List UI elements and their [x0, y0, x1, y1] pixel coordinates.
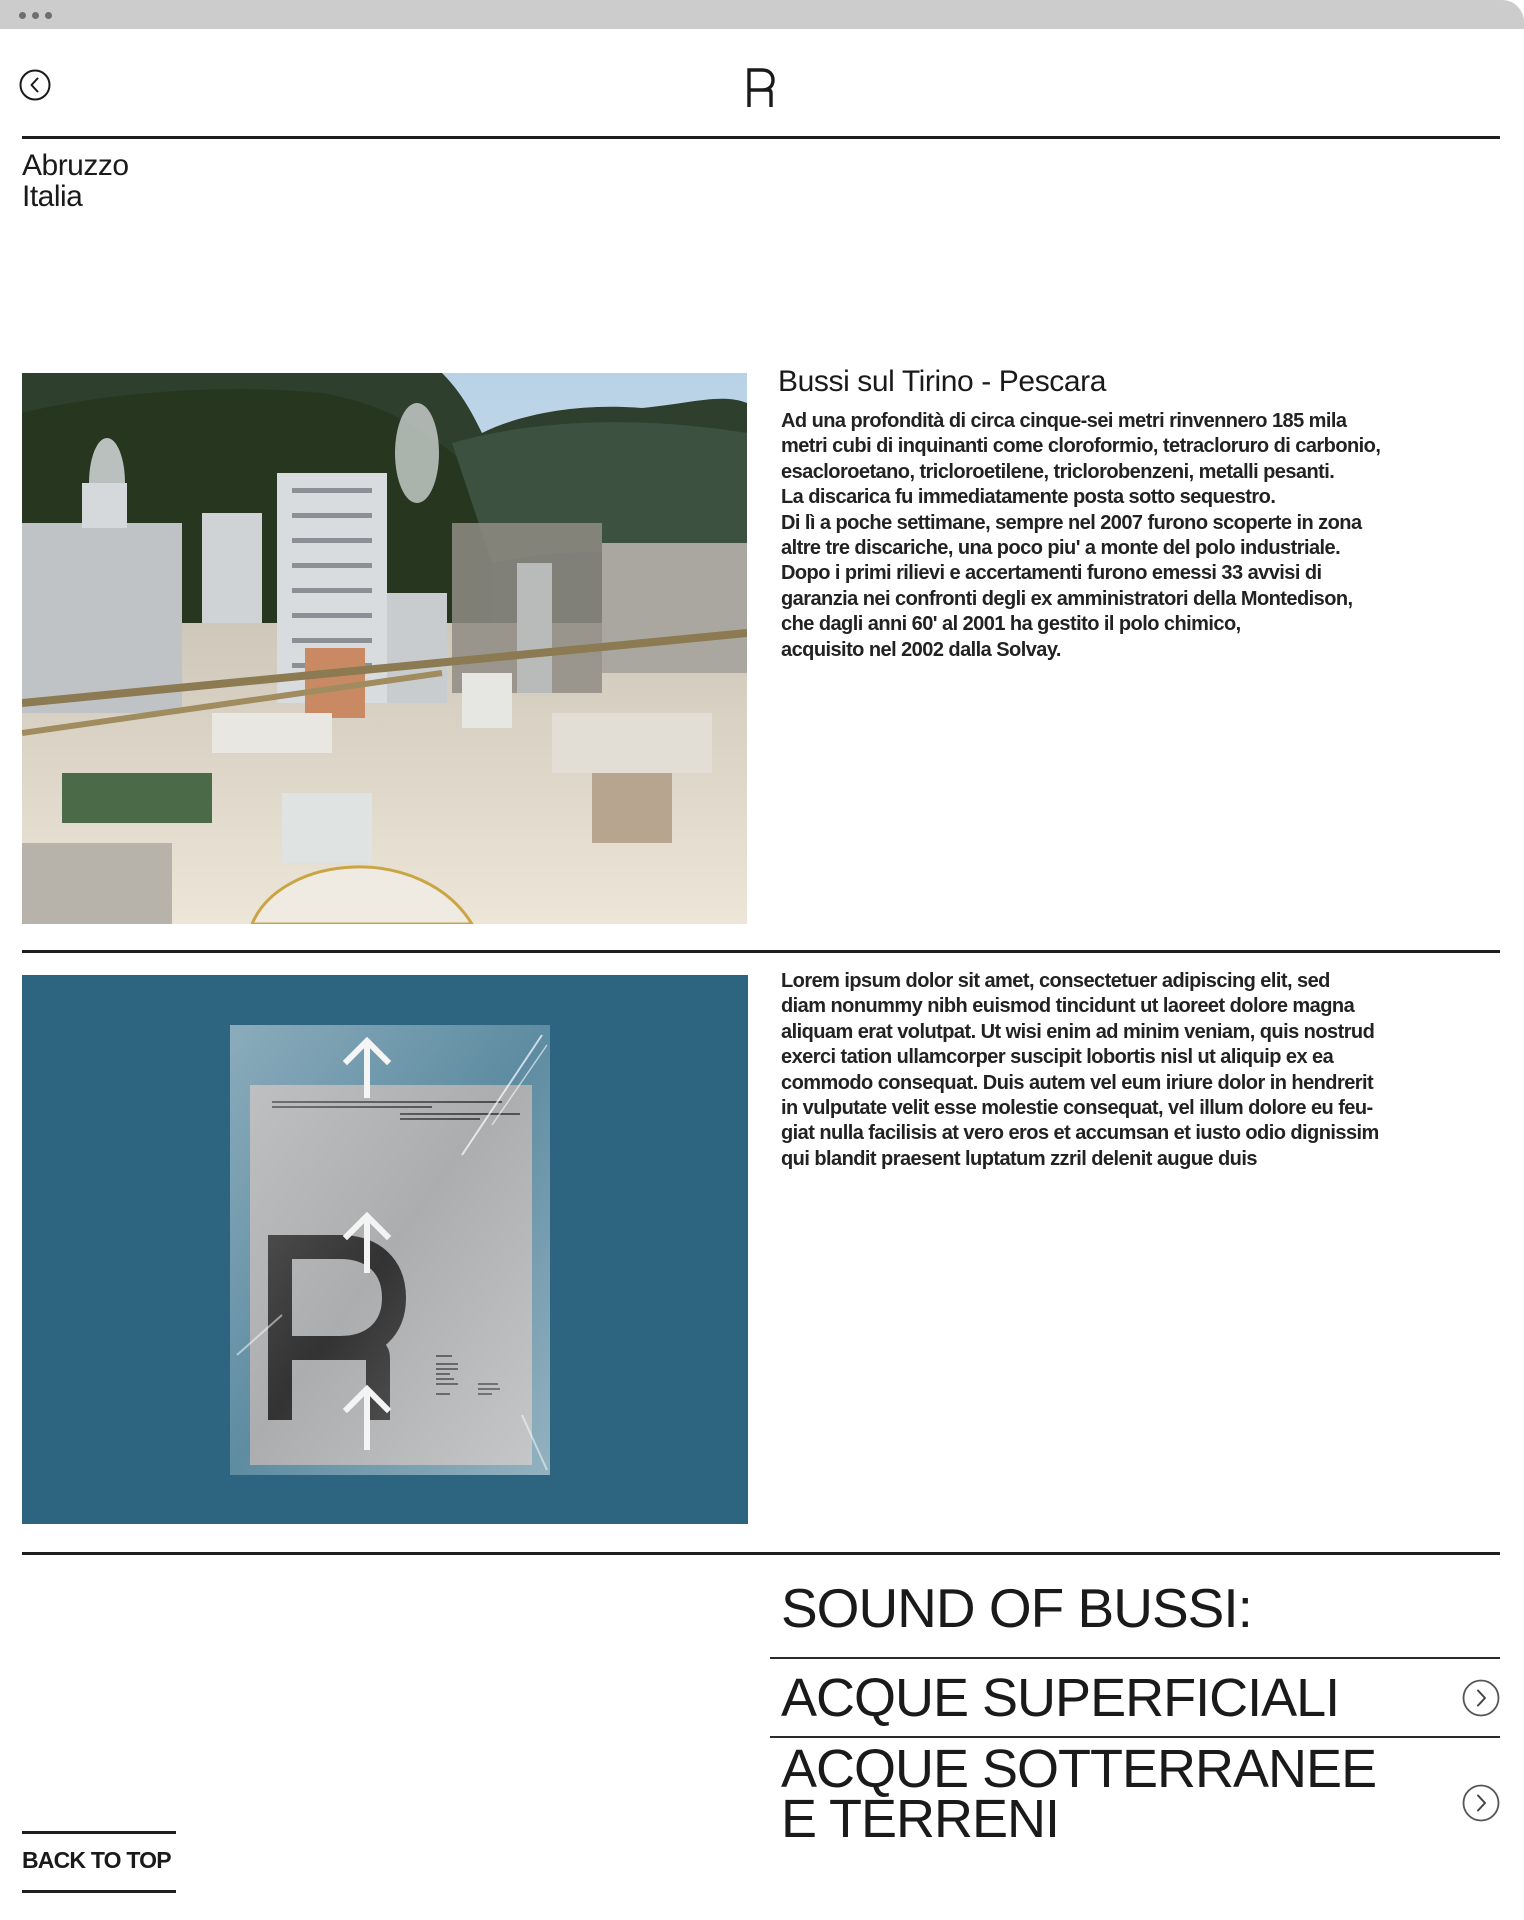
section-divider — [22, 950, 1500, 953]
nav-item-label: ACQUE SOTTERRANEE E TERRENI — [781, 1739, 1377, 1849]
window-title-bar — [0, 0, 1524, 29]
back-to-top-label: BACK TO TOP — [22, 1847, 171, 1873]
industrial-plant-photo — [22, 373, 747, 924]
back-to-top-button[interactable] — [22, 1831, 176, 1893]
window-dot-icon — [19, 12, 26, 19]
back-to-top-top-line — [22, 1831, 176, 1834]
chevron-right-circle-icon — [1462, 1784, 1500, 1822]
text-line: Ad una profondità di circa cinque-sei metri rinvennero 185 mila — [781, 410, 1347, 432]
text-line: diam nonummy nibh euismod tincidunt ut laoreet dolore magna — [781, 995, 1355, 1018]
text-line: che dagli anni 60' al 2001 ha gestito il polo chimico, — [781, 613, 1241, 636]
window-dot-icon — [45, 12, 52, 19]
poster-mockup-image — [22, 975, 748, 1524]
article-title: Bussi sul Tirino - Pescara — [778, 365, 1107, 398]
chevron-left-circle-icon — [19, 69, 51, 101]
text-line: qui blandit praesent luptatum zzril delenit augue duis — [781, 1147, 1257, 1170]
location-country: Italia — [22, 180, 83, 213]
sound-section-title: SOUND OF BUSSI: — [781, 1577, 1252, 1639]
text-line: esacloroetano, tricloroetilene, triclorobenzeni, metalli pesanti. — [781, 460, 1335, 483]
text-line: commodo consequat. Duis autem vel eum iriure dolor in hendrerit — [781, 1071, 1374, 1094]
location-label — [22, 150, 129, 212]
window-dot-icon — [32, 12, 39, 19]
text-line: Di lì a poche settimane, sempre nel 2007 furono scoperte in zona — [781, 511, 1362, 534]
text-line: acquisito nel 2002 dalla Solvay. — [781, 638, 1061, 661]
text-line: La discarica fu immediatamente posta sotto sequestro. — [781, 486, 1276, 509]
text-line: giat nulla facilisis at vero eros et accumsan et iusto odio dignissim — [781, 1122, 1379, 1145]
text-line: garanzia nei confronti degli ex amministratori della Montedison, — [781, 587, 1353, 610]
text-line: aliquam erat volutpat. Ut wisi enim ad minim veniam, quis nostrud — [781, 1020, 1375, 1043]
header-divider — [22, 136, 1500, 139]
text-line: Lorem ipsum dolor sit amet, consectetuer adipiscing elit, sed — [781, 970, 1330, 992]
text-line: in vulputate velit esse molestie consequat, vel illum dolore eu feu- — [781, 1097, 1373, 1120]
nav-item-label: ACQUE SUPERFICIALI — [781, 1668, 1340, 1728]
text-line: exerci tation ullamcorper suscipit lobortis nisl ut aliquip ex ea — [781, 1046, 1334, 1069]
site-logo[interactable] — [746, 68, 776, 108]
article-body — [781, 409, 1380, 663]
section-divider — [22, 1552, 1500, 1555]
location-region: Abruzzo — [22, 149, 129, 182]
back-to-top-bottom-line — [22, 1890, 176, 1893]
mockup-description — [781, 969, 1379, 1172]
chevron-right-circle-icon — [1462, 1679, 1500, 1717]
nav-item-acque-superficiali[interactable] — [770, 1659, 1500, 1736]
text-line: altre tre discariche, una poco piu' a monte del polo industriale. — [781, 537, 1341, 560]
back-button[interactable] — [19, 69, 51, 101]
logo-r-mark — [746, 68, 776, 108]
text-line: metri cubi di inquinanti come cloroformio, tetracloruro di carbonio, — [781, 435, 1381, 458]
nav-item-acque-sotterranee[interactable] — [770, 1738, 1500, 1848]
text-line: Dopo i primi rilievi e accertamenti furono emessi 33 avvisi di — [781, 562, 1322, 585]
